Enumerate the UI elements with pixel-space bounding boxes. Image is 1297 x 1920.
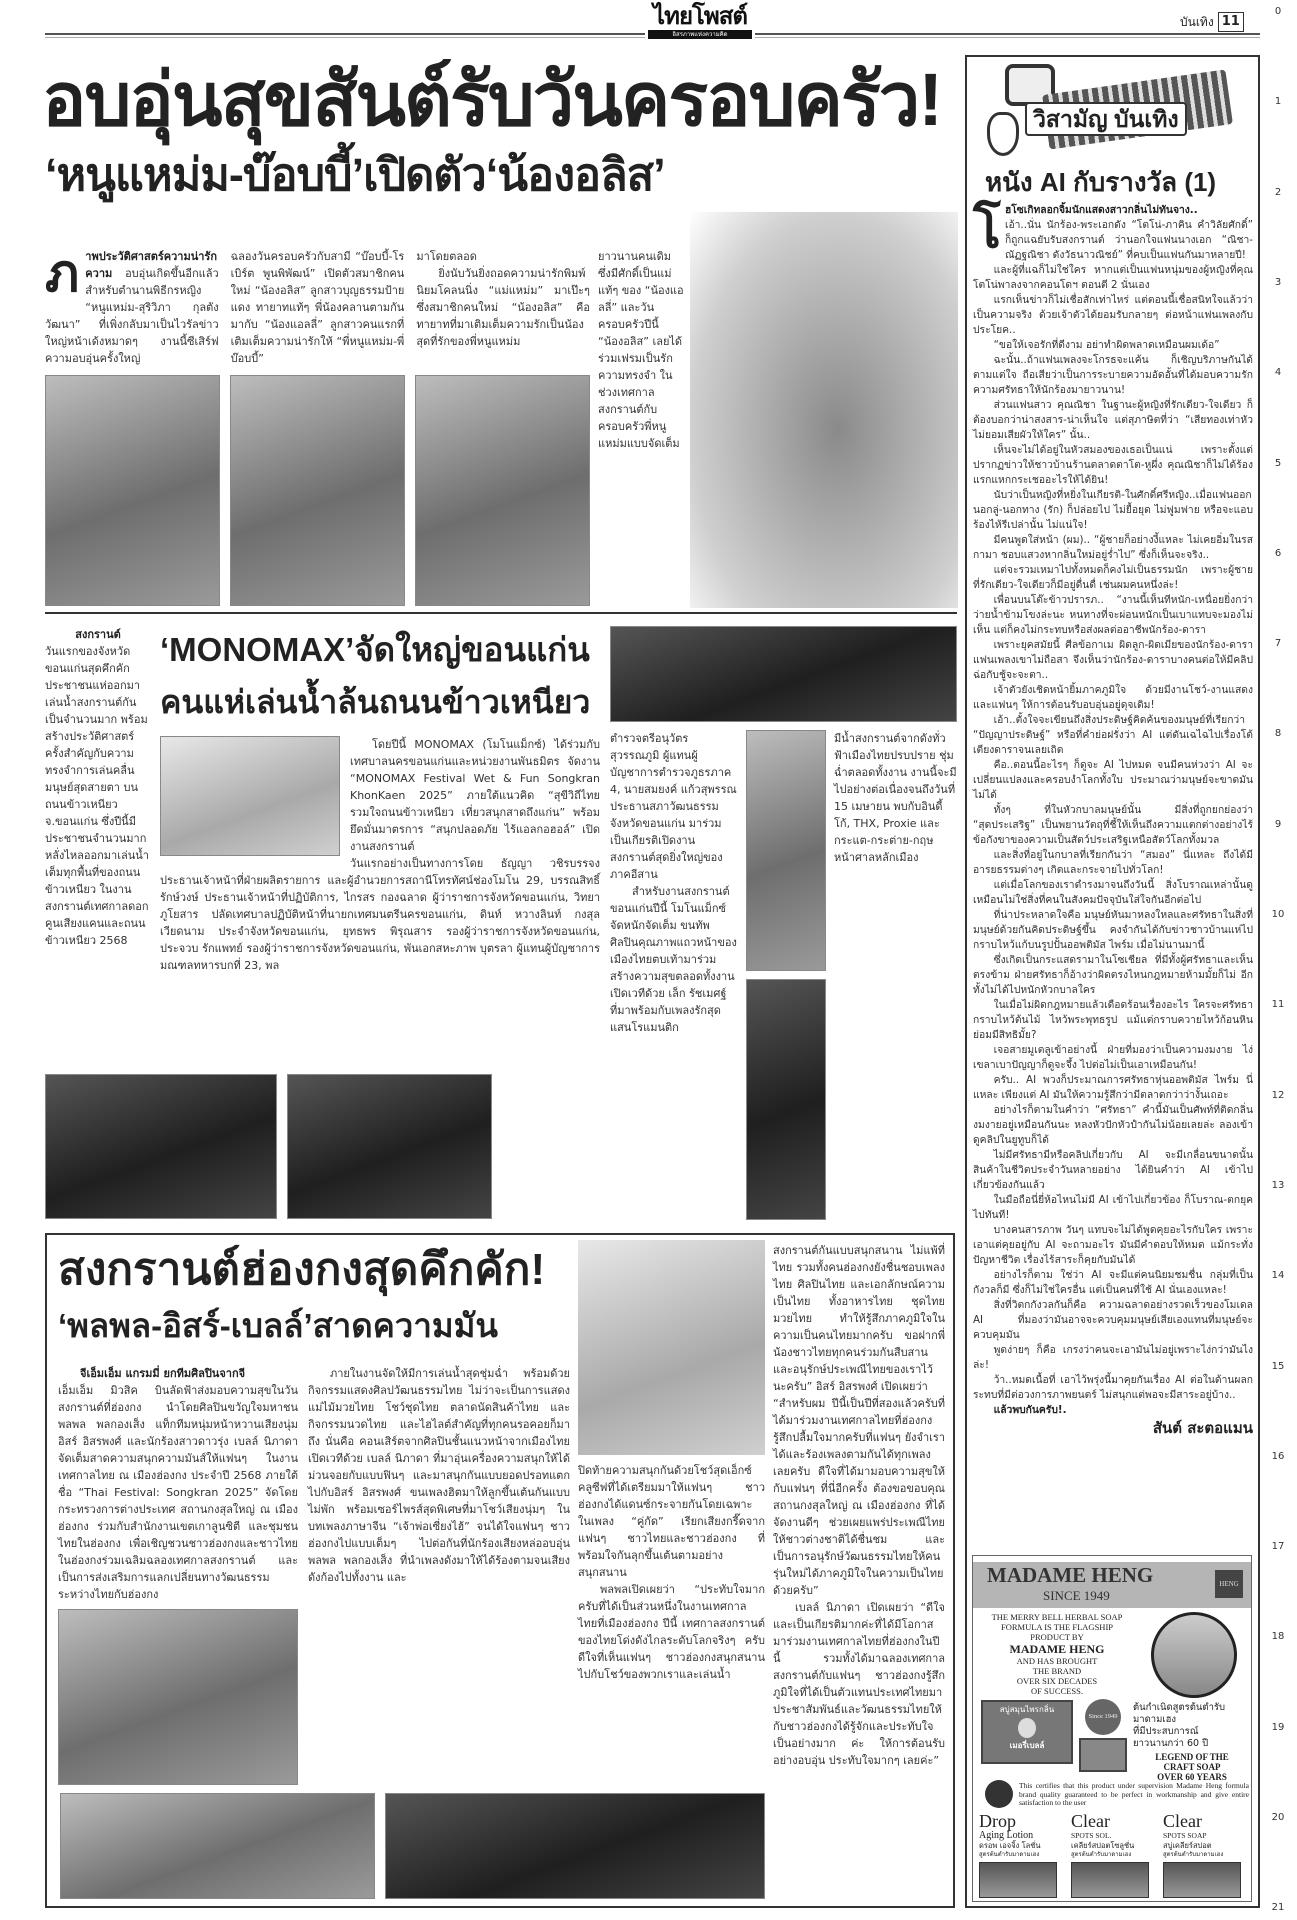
family-paragraph: ยิ่งนับวันยิ่งถอดความน่ารักพิมพ์นิยมโคลนนิ่ง “แม่แหม่ม” มาเป๊ะๆ ซึ่งสมาชิกคนใหม่ “น้องอลิส” คือทายาทที่มาเติมเต็มความรักเป็นน้องสุดที่รักของพี่หนูแหม่ม [416, 267, 590, 348]
ruler-mark: 5 [1274, 457, 1282, 469]
family-photo-2 [230, 375, 405, 606]
column-paragraph: ในมือถือนี่ยี่ห้อไหนไม่มี AI เข้าไปเกี่ยวข้อง ก็โบราณ-ตกยุคไปทันที! [973, 1194, 1253, 1221]
ruler-mark: 12 [1271, 1089, 1285, 1101]
ruler-mark: 0 [1274, 6, 1282, 17]
ad-text-line: ที่มีประสบการณ์ [1133, 1726, 1199, 1737]
column-title: หนัง AI กับรางวัล (1) [985, 167, 1217, 197]
ad-text-line: THE MERRY BELL HERBAL SOAP [991, 1612, 1123, 1622]
ad-text-line: CRAFT SOAP [1163, 1762, 1221, 1772]
ad-intro-brand: MADAME HENG [1009, 1642, 1105, 1656]
column-banner [985, 62, 1240, 162]
ruler-mark: 19 [1271, 1721, 1285, 1733]
ad-text-line: AND HAS BROUGHT [1016, 1656, 1098, 1666]
ad-since: SINCE 1949 [1043, 1588, 1110, 1603]
product-package [1163, 1862, 1241, 1898]
ruler-mark: 1 [1274, 96, 1282, 108]
songkran-col3: ปิดท้ายความสนุกกันด้วยโชว์สุดเอ็กซ์คลูซีฟที่ได้เตรียมมาให้แฟนๆ ชาวฮ่องกงได้แดนซ์กระจายกันโดยเฉพาะ ในเพลง “คู่กัด” เรียกเสียงกรี๊ดจากแฟนๆ ชาวไทยและชาวฮ่องกง ที่พร้อมใจกันลุกขึ้นเต้นตามอย่างสนุกสนาน พลพลเปิดเผยว่า “ประทับใจมากครับที่ได้เป็นส่วนหนึ่งในงานเทศกาลไทยที่เมืองฮ่องกง ปีนี้ เทศกาลสงกรานต์ของไทยโด่งดังไกลระดับโลกจริงๆ ครับ ดีใจที่เห็นแฟนๆ ชาวฮ่องกงสนุกสนานไปกับโชว์ของพวกเราและเล่นน้ำ [578, 1464, 765, 1681]
column-paragraph: ทั้งๆ ที่ในหัวกบาลมนุษย์นั้น มีสิ่งที่ถูกยกย่องว่า “สุดประเสริฐ” เป็นพยานวัตถุที่ชี้ให้เห็นถึงความแตกต่างอย่างไร้ข้อกังขาของความเป็นสัตว์ประเสริฐเหนือสัตว์โลกทั้งมวล [973, 804, 1253, 846]
product-sub: SPOTS SOL. [1071, 1831, 1112, 1840]
column-paragraph: มีคนพูดใส่หน้า (ผม).. “ผู้ชายก็อย่างงี้แหละ ไม่เคยอิ่มในรสกามา ชอบแสวงหากลิ่นใหม่อยู่ร่ำไป” ซึ่งก็เห็นจะจริง.. [973, 534, 1253, 561]
dropcap: ภ [45, 245, 80, 303]
product-thai: ดรอพ เอจจิ้ง โลชั่น [979, 1841, 1041, 1850]
ad-text-line: ต้นกำเนิดสูตรต้นตำรับ [1133, 1702, 1226, 1713]
family-story-body [45, 245, 590, 606]
family-main-photo [690, 212, 958, 608]
column-paragraph: ครับ.. AI พวงก็ประมาณการศรัทธาหุ่นออพติมัส ไพร์ม นี่แหละ เพียงแต่ AI มันให้ความรู้สึกว่ามีตลาดกว่าว่างั้นเถอะ [973, 1074, 1253, 1101]
family-lead: าพประวัติศาสตร์ความน่ารักความ [85, 250, 217, 280]
logo-tagline: อิสรภาพแห่งความคิด [648, 30, 752, 39]
author-name: สันต์ สะตอแมน [1152, 1419, 1253, 1437]
songkran-lead: จีเอ็มเอ็ม แกรมมี่ ยกทีมศิลปินจากจี [80, 1367, 246, 1380]
family-subheadline: ‘หนูแหม่ม-บ๊อบบี้’เปิดตัว‘น้องอลิส’ [45, 149, 665, 200]
monomax-col-right: ตำรวจตรีอนุวัตร สุวรรณภูมิ ผู้แทนผู้บัญชาการตำรวจภูธรภาค 4, นายสมยงค์ แก้วสุพรรณ ประธานสภาวัฒนธรรมจังหวัดขอนแก่น มาร่วมเป็นเกียรติเปิดงานสงกรานต์สุดยิ่งใหญ่ของภาคอีสาน สำหรับงานสงกรานต์ขอนแก่นปีนี้ โมโนแม็กซ์จัดหนักจัดเต็ม ขนทัพศิลปินคุณภาพแถวหน้าของเมืองไทยตบเท้ามาร่วมสร้างความสุขตลอดทั้งงาน เปิดเวทีด้วย เล็ก รัชเมศฐ์ ที่มาพร้อมกับเพลงรักสุดแสนโรแมนติก [610, 732, 737, 1034]
ruler-mark: 7 [1274, 638, 1282, 650]
column-paragraph: บางคนสารภาพ วันๆ แทบจะไม่ได้พูดคุยอะไรกับใคร เพราะเอาแต่คุยอยู่กับ AI จะถามอะไร มันมีคำตอบให้หมด แม้กระทั่งปัญหาชีวิต เรื่องไร้สาระก็คุยกับมันได้ [973, 1224, 1253, 1266]
product-package [1071, 1862, 1149, 1898]
ad-text-line: THE BRAND [1032, 1666, 1082, 1676]
ruler-mark: 21 [1271, 1902, 1285, 1914]
family-col4: ยาวนานคนเดิม ซึ่งมีศักดิ์เป็นแม่แท้ๆ ของ “น้องแอลลี่” และวันครอบครัวปีนี้ “น้องอลิส” เลยได้ร่วมเฟรมเป็นรักความทรงจำ ในช่วงเทศกาลสงกรานต์กับครอบครัวพี่หนูแหม่มแบบจัดเต็ม [598, 250, 684, 450]
family-paragraph: ฉลองวันครอบครัวกับสามี “บ๊อบบี้-โรเบิร์ต พูนพิพัฒน์” เปิดตัวสมาชิกคนใหม่ “น้องอลิส” ลูกสาวบุญธรรมป้ายแดง ทายาทแท้ๆ พี่น้องคลานตามกันมากับ “น้องแอลลี่” ลูกสาวคนแรกที่เติมเต็มความน่ารักให้ “พี่หนูแหม่ม-พี่บ๊อบบี้” [230, 250, 405, 365]
product-thai-sub: สูตรต้นตำรับมาดามเฮง [1163, 1851, 1224, 1858]
soap-box-label: เมอรี่เบลล์ [1009, 1741, 1045, 1750]
masthead-rule-left [45, 33, 645, 38]
ruler-mark: 2 [1274, 186, 1282, 198]
column-paragraph: เจ้าตัวยังเชิดหน้ายิ้มภาคภูมิใจ ด้วยมีงานโชว์-งานแสดงและแฟนๆ ให้การต้อนรับอบอุ่นอยู่ดุจเดิม! [973, 684, 1253, 711]
brand-logo: HENG [1215, 1570, 1243, 1598]
songkran-subheadline: ‘พลพล-อิสร์-เบลล์’สาดความมัน [58, 1307, 498, 1344]
product-thai: สบู่เคลียร์สปอต [1163, 1841, 1212, 1850]
column-body [973, 203, 1253, 1547]
column-paragraph: ฉะนั้น..ถ้าแฟนเพลงจะโกรธจะแค้น ก็เชิญบริภาษกันได้ตามแต่ใจ ถือเสียว่าเป็นการระบายความอัดอั้นที่ได้มอบความรักความศรัทธาให้นักร้องมายาวนาน! [973, 354, 1253, 396]
ruler-mark: 11 [1271, 999, 1285, 1011]
singer-photo [746, 979, 826, 1220]
ad-text-line: OF SUCCESS. [1031, 1686, 1083, 1696]
ad-legend [1133, 1752, 1251, 1782]
family-photo-1 [45, 375, 220, 606]
songkran-headline: สงกรานต์ฮ่องกงสุดคึกคัก! [58, 1245, 546, 1294]
column-paragraph: พูดง่ายๆ ก็คือ เกรงว่าคนจะเอามันไม่อยู่เพราะไง่กว่ามันไงล่ะ! [973, 1344, 1253, 1371]
product-thai-sub: สูตรต้นตำรับมาดามเฮง [979, 1851, 1040, 1858]
ad-text-line: LEGEND OF THE [1155, 1752, 1229, 1762]
side-title: สงกรานต์ [75, 628, 121, 641]
column-paragraph: ในเมื่อไม่ผิดกฎหมายแล้วเดือดร้อนเรื่องอะไร ใครจะศรัทธากราบไหว้ต้นไม้ ไหว้พระพุทธรูป แม้แต่กราบควายไหว้ก้อนหิน ย่อมมีสิทธิมั้ย? [973, 999, 1253, 1041]
column-paragraph: แต่จะรวมเหมาไปทั้งหมดก็คงไม่เป็นธรรมนัก เพราะผู้ชายที่รักเดียว-ใจเดียวก็มีอยู่ดื่นดื่ เช่นผมคนหนึ่งล่ะ! [973, 564, 1253, 591]
ad-thai_lines [1133, 1702, 1251, 1750]
column-paragraph: แต่เมื่อโลกของเราดำรงมาจนถึงวันนี้ สิ่งโบราณเหล่านั้นดูเหมือนไม่ใช่สิ่งที่คนในสังคมปัจจุบันใส่ใจกันอีกต่อไป [973, 879, 1253, 906]
ruler-mark: 10 [1271, 909, 1285, 920]
songkran-col2: ภายในงานจัดให้มีการเล่นน้ำสุดชุ่มฉ่ำ พร้อมด้วยกิจกรรมแสดงศิลปวัฒนธรรมไทย ไม่ว่าจะเป็นการแสดงแม่ไม้มวยไทย โชว์ชุดไทย ตลาดนัดสินค้าไทย และกิจกรรมนวดไทย และไฮไลต์สำคัญที่ทุกคนรอคอยก็มาถึง นั่นคือ คอนเสิร์ตจากศิลปินชั้นแนวหน้าจากเมืองไทย เปิดเวทีด้วย เบลล์ นิภาดา ที่มาอุ่นเครื่องความสนุกให้ได้ม่วนจอยกับแบบฟินๆ และมาสนุกกันแบบยอดปรอทแตกไปกับอิสร์ อิสรพงศ์ ขนเพลงฮิตมาให้ลูกขึ้นเต้นกันแบบไม่พัก พร้อมเซอร์ไพรส์สุดพิเศษที่มาโชว์เสียงนุ่มๆ ในบทเพลงภาษาจีน “เจ้าพ่อเซี่ยงไฮ้” จนได้ใจแฟนๆ ชาวฮ่องกงไปแบบเต็มๆ ไปต่อกันที่นักร้องเสียงหล่ออบอุ่น พลพล พลกองเส็ง ที่นำเพลงดังมาให้ได้ร้องตามจนเสียงดังก้องไปทั้งงาน และ [308, 1367, 570, 1584]
ad-text-line: FORMULA IS THE FLAGSHIP [1000, 1622, 1113, 1632]
ruler-mark: 6 [1274, 547, 1282, 559]
column-paragraph: นับว่าเป็นหญิงที่หยิ่งในเกียรติ-ในศักดิ์ศรีหญิง..เมื่อแฟนออกนอกลู่-นอกทาง (รัก) ก็ปล่อยไป ไม่ยื้อยุด ไม่ฟูมฟาย หรือจะแอบร้องไห้รีเปล่านั้น ไม่แน่ใจ! [973, 489, 1253, 531]
songkran-col4: สงกรานต์กันแบบสนุกสนาน ไม่แพ้ที่ไทย รวมทั้งคนฮ่องกงยังชื่นชอบเพลงไทย ศิลปินไทย และเอกลักษณ์ความเป็นไทย ทั้งอาหารไทย ชุดไทย มวยไทย ทำให้รู้สึกภาคภูมิใจในความเป็นคนไทยมากครับ ขอฝากพี่น้องชาวไทยทุกคนร่วมกันสืบสานและอนุรักษ์ประเพณีไทยของเราไว้นะครับ” อิสร์ อิสรพงศ์ เปิดเผยว่า “สำหรับผม ปีนี้เป็นปีที่สองแล้วครับที่ได้มาร่วมงานเทศกาลไทยที่ฮ่องกง รู้สึกปลื้มใจมากครับที่แฟนๆ ยังจำเราได้และร้องเพลงตามกันได้ทุกเพลงเลยครับ ดีใจที่ได้มามอบความสุขให้กับแฟนๆ ที่นี่อีกครั้ง ต้องขอขอบคุณสถานกงสุลใหญ่ ณ เมืองฮ่องกง ที่ได้จัดงานดีๆ ช่วยเผยแพร่ประเพณีไทยให้ชาวต่างชาติได้ชื่นชม และเป็นการอนุรักษ์วัฒนธรรมไทยให้คนรุ่นใหม่ได้ภาคภูมิใจในความเป็นไทยด้วยครับ” เบลล์ นิภาดา เปิดเผยว่า “ดีใจและเป็นเกียรติมากค่ะที่ได้มีโอกาสมาร่วมงานเทศกาลไทยที่ฮ่องกงในปีนี้ รวมทั้งได้มาฉลองเทศกาลสงกรานต์กับแฟนๆ ชาวฮ่องกงรู้สึกภูมิใจที่ได้เป็นตัวแทนประเทศไทยมาประชาสัมพันธ์และวัฒนธรรมไทยให้กับชาวฮ่องกงได้รู้จักและประทับใจเป็นอย่างมาก ค่ะ ให้การต้อนรับอย่างอบอุ่น ประทับใจมากๆ เลยค่ะ” [773, 1244, 945, 1767]
stage-performance-photo-2 [287, 1074, 492, 1219]
family-photo-3 [415, 375, 590, 606]
ad-text-line: PRODUCT BY [1030, 1632, 1084, 1642]
section-divider [45, 612, 957, 614]
ad-brand: MADAME HENG [987, 1563, 1154, 1587]
madame-heng-ad [972, 1555, 1252, 1902]
column-paragraph: “ขอให้เจอรักที่ดีงาม อย่าทำผิดพลาดเหมือนผมเด้อ” [993, 339, 1220, 351]
column-paragraph: เพื่อนบนโต๊ะข้าวปรารภ.. “งานนี้เห็นทีหนัก-เหนื่อยยิ่งกว่าว่ายน้ำข้ามโขงล่ะนะ หนทางที่จะผ่อนหนักเป็นเบาแทบจะมองไม่เห็น แต่ก็คงไม่กระทบหรือส่งผลต่ออาชีพนักร้อง-ดารา [973, 594, 1253, 636]
monomax-headline-2: คนแห่เล่นน้ำล้นถนนข้าวเหนียว [160, 684, 591, 720]
column-paragraph: เห็นจะไม่ได้อยู่ในหัวสมองของเธอเป็นแน่ เพราะตั้งแต่ปรากฏข่าวให้ชาวบ้านร้านตลาดตาโต-หูผึ่ง คุณณิชาก็ไม่ได้ร้องแรกแหกกระเชออะไรให้ได้ยิน! [973, 444, 1253, 486]
ruler-mark: 15 [1271, 1360, 1285, 1372]
column-signoff: แล้วพบกันครับ!. [993, 1404, 1067, 1416]
crowd-photo [610, 626, 957, 722]
ad-text-line: มาดามเฮง [1133, 1714, 1177, 1725]
product-package [979, 1862, 1057, 1898]
ad-text-line: OVER 60 YEARS [1157, 1772, 1227, 1782]
monomax-main-text: โดยปีนี้ MONOMAX (โมโนแม็กซ์) ได้ร่วมกับ เทศบาลนครขอนแก่นและหน่วยงานพันธมิตร จัดงาน “MONOMAX Festival Wet & Fun Songkran KhonKaen 2025” ภายใต้แนวคิด “สุขีวิถีไทย รวมใจถนนข้าวเหนียว เที่ยวสนุกสาดถึงแก่น” พร้อมยึดมั่นมาตรการ “สนุกปลอดภัย ไร้แอลกอฮอล์” เปิดงานสงกรานต์ วันแรกอย่างเป็นทางการโดย ธัญญา วชิรบรรจง ประธานเจ้าหน้าที่ฝ่ายผลิตรายการ และผู้อำนวยการสถานีโทรทัศน์ช่องโมโน 29, บรรณสิทธิ์ รักษ์วงษ์ ประธานเจ้าหน้าที่ปฏิบัติการ, ไกรสร กองฉลาด ผู้ว่าราชการจังหวัดขอนแก่น, วิทยา ภูโยสาร ปลัดเทศบาลปฏิบัติหน้าที่นายกเทศมนตรีนครขอนแก่น, ดินท์ หวางลินท์ กงสุลเวียดนาม ประจำจังหวัดขอนแก่น, ยุทธพร พิรุณสาร รองผู้ว่าราชการจังหวัดขอนแก่น, ประจวบ รักแพทย์ รองผู้ว่าราชการจังหวัดขอนแก่น, พันเอกสหะภาพ บุตรลา ผู้แทนผู้บัญชาการมณฑลทหารบกที่ 23, พล [160, 738, 600, 972]
column-paragraph: ไม่มีศรัทธามีหรือคลิปเกี่ยวกับ AI จะมีเกลื่อนขนาดนั้น สินค้าในชีวิตประจำวันหลายอย่าง ได้ยินคำว่า AI เข้าไปเกี่ยวข้องกันแล้ว [973, 1149, 1253, 1191]
ruler-mark: 18 [1271, 1631, 1285, 1643]
ad-text-line: OVER SIX DECADES [1016, 1676, 1098, 1686]
product-thai-sub: สูตรต้นตำรับมาดามเฮง [1071, 1851, 1132, 1858]
logo-text: ไทยโพสต์ [653, 3, 747, 30]
column-paragraph: คือ..ตอนนี้อะไรๆ ก็ดูจะ AI ไปหมด จนมีคนห่วงว่า AI จะเปลี่ยนแปลงและครอบงำโลกทั้งใบ ประมาณว่ามนุษย์จะขาดมันไม่ได้ [973, 759, 1253, 801]
ad-product [1163, 1812, 1249, 1898]
fans-photo [58, 1609, 298, 1785]
guitarist-photo [746, 730, 826, 971]
monomax-side-text: สงกรานต์ วันแรกของจังหวัดขอนแก่นสุดคึกคัก ประชาชนแห่ออกมาเล่นน้ำสงกรานต์กันเป็นจำนวนมาก พร้อมสร้างประวัติศาสตร์ครั้งสำคัญกับความทรงจำการเล่นคลื่นมนุษย์สุดสายตา บนถนนข้าวเหนียว จ.ขอนแก่น ซึ่งปีนี้มีประชาชนจำนวนมากหลั่งไหลออกมาเล่นน้ำเต็มทุกพื้นที่ของถนนข้าวเหนียว ในงานสงกรานต์เทศกาลดอกคูนเสียงแคนและถนนข้าวเหนียว 2568 [45, 626, 151, 1063]
page-number: 11 [1218, 12, 1244, 32]
column-paragraph: และสิ่งที่อยู่ในกบาลที่เรียกกันว่า “สมอง” นี่แหละ ถึงได้มีอารยธรรมต่างๆ เกิดและกระจายไปทั่วโลก! [973, 849, 1253, 876]
ruler-mark: 8 [1274, 728, 1282, 740]
column-banner-text: วิสามัญ บันเทิง [1025, 102, 1187, 136]
product-name: Drop [979, 1811, 1016, 1831]
column-paragraph: เพราะยุคสมัยนี้ ศีลข้อกาเม ผิดลูก-ผิดเมียของนักร้อง-ดารา แฟนเพลงเขาไม่ถือสา จึงเห็นว่านักร้อง-ดาราบางคนต่อให้มีคลิปฉ่อกับชู้จะจะตา.. [973, 639, 1253, 681]
column-paragraph: อย่างไรก็ตามในคำว่า “ศรัทธา” คำนี้มันเป็นศัพท์ที่ติดกลิ่นงมงายอยู่เหมือนกันนะ หลงหัวปักหัวปำกันไม่น้อยเลยล่ะ ลองเข้าดูคลิปในยูทูบก็ได้ [973, 1104, 1253, 1146]
monomax-headline-1: ‘MONOMAX’จัดใหญ่ขอนแก่น [160, 631, 590, 668]
ad-intro [977, 1612, 1137, 1642]
ruler-mark: 9 [1274, 818, 1282, 830]
column-paragraph: และผู้ที่แฉก็ไม่ใช่ใคร หากแต่เป็นแฟนหนุ่มของผู้หญิงที่คุณโตโน่พาลงจากคอนโดฯ ตอนตี 2 นั่นเอง [973, 264, 1253, 291]
family-text-columns [45, 245, 590, 367]
column-paragraph: อย่างไรก็ตาม ใช่ว่า AI จะมีแต่คนนิยมชมชื่น กลุ่มที่เป็นกังวลก็มี ซึ่งก็ไม่ใช่ใครอื่น แต่เป็นคนที่ใช้ AI นั่นเองแหละ! [973, 1269, 1253, 1296]
section-label: บันเทิง [1180, 14, 1214, 29]
stage-performance-photo-1 [45, 1074, 277, 1219]
family-headline: อบอุ่นสุขสันต์รับวันครอบครัว! [42, 58, 941, 141]
ad-product [979, 1812, 1065, 1898]
monomax-photo-stack [746, 730, 826, 1220]
shop-photo [1151, 1612, 1237, 1698]
concert-crowd-photo [385, 1793, 765, 1899]
newspaper-logo [648, 4, 752, 39]
ad-product [1071, 1812, 1157, 1898]
column-paragraph: ว้า..หมดเนื้อที่ เอาไว้พรุ่งนี้มาคุยกันเรื่อง AI ต่อในด้านผลกระทบที่มีต่อวงการภาพยนตร์ ไม่สนุกแต่พอจะมีสาระอยู่บ้าง.. [973, 1374, 1253, 1401]
songkran-col1: จีเอ็มเอ็ม แกรมมี่ ยกทีมศิลปินจากจี เอ็มเอ็ม มิวสิค บินลัดฟ้าส่งมอบความสุขในวันสงกรานต์ที่ฮ่องกง นำโดยศิลปินขวัญใจมหาชน พลพล พลกองเส็ง แท็กทีมหนุ่มหน้าหวานเสียงนุ่ม อิสร์ อิสรพงศ์ และนักร้องสาวดาวรุ่ง เบลล์ นิภาดา จัดเต็มสาดความสนุกความมันส์ให้แฟนๆ ในงานเทศกาลไทย ณ เมืองฮ่องกง ประจำปี 2568 ภายใต้ชื่อ “Thai Festival: Songkran 2025” จัดโดยกระทรวงการต่างประเทศ สถานกงสุลใหญ่ ณ เมืองฮ่องกง ร่วมกับสำนักงานเขตเกาลูนซิตี และชุมชนไทยในฮ่องกง เพื่อเชิญชวนชาวฮ่องกงและชาวไทยในฮ่องกงร่วมเฉลิมฉลองเทศกาลสงกรานต์ และเป็นการส่งเสริมการแลกเปลี่ยนทางวัฒนธรรมระหว่างไทยกับฮ่องกง [58, 1365, 298, 1785]
column-paragraph: เจอสายมูเตลูเข้าอย่างนี้ ฝ่ายที่มองว่าเป็นความงมงาย ไง่เขลาเบาปัญญาก็ดูจะจึ้ง ไปต่อไม่เป็นเอาเหมือนกัน! [973, 1044, 1253, 1071]
product-name: Clear [1163, 1811, 1202, 1831]
ruler-mark: 4 [1274, 367, 1282, 379]
soap-portrait [1018, 1718, 1036, 1738]
group-award-photo [60, 1793, 375, 1899]
monomax-stage-photo [160, 736, 340, 856]
ad-intro2 [977, 1656, 1137, 1696]
artists-trio-photo [578, 1240, 765, 1455]
certification-badge [985, 1780, 1013, 1808]
monomax-col-far: มีน้ำสงกรานต์จากดังทั่วฟ้าเมืองไทยปรบปราย ชุ่มฉ่ำตลอดทั้งงาน งานนี้จะมีไปอย่างต่อเนื่องจนถึงวันที่ 15 เมษายน พบกับอินดี้โก้, THX, Proxie และกระแต-กระต่าย-กฤษ หน้าศาลหลักเมือง [834, 732, 957, 864]
product-sub: SPOTS SOAP [1163, 1831, 1207, 1840]
ruler-mark: 16 [1271, 1450, 1285, 1462]
column-paragraph: ซึ่งเกิดเป็นกระแสดรามาในโซเชียล ที่มีทั้งผู้ศรัทธาและเห็นตรงข้าม ฝ่ายศรัทธาก็อ้างว่าผิดตรงไหนกฎหมายห้ามมั้ยก็ไม่ อีกทั้งไม่ได้ไปหนักหัวกบาลใคร [973, 954, 1253, 996]
family-paragraph: มาโดยตลอด [416, 250, 477, 263]
column-paragraphs [973, 218, 1253, 1403]
column-paragraph: ที่น่าประหลาดใจคือ มนุษย์หันมาหลงใหลและศรัทธาในสิ่งที่มนุษย์ด้วยกันคิดประดิษฐ์ขึ้น คงจำกันได้กับข่าวชาวบ้านแห่ไปกราบไหว้แก้บนรูปปั้นออพติมัส ไพร์ม เมื่อไม่นานมานี้ [973, 909, 1253, 951]
column-paragraph: สิ่งที่วิตกกังวลกันก็คือ ความฉลาดอย่างรวดเร็วของโมเดล AI ที่มองว่ามันอาจจะควบคุมมนุษย์เสียเองแทนที่มนุษย์จะควบคุมมัน [973, 1299, 1253, 1341]
since-seal: Since 1949 [1085, 1699, 1121, 1735]
soap-box-top: สบู่สมุนไพรกลิ่น [999, 1705, 1055, 1714]
ruler-mark: 20 [1271, 1812, 1285, 1823]
column-paragraph: เอ้า..ตั้งใจจะเขียนถึงสิ่งประดิษฐ์คิดค้นของมนุษย์ที่เรียกว่า “ปัญญาประดิษฐ์” หรือที่คำย่อฝรั่งว่า AI แต่ดันเฉไฉไปเรื่องโต้เตียงดาราจนเลยเถิด [973, 714, 1253, 756]
family-photo-row [45, 375, 590, 606]
family-col1: อบอุ่นเกิดขึ้นอีกแล้ว สำหรับตำนานพิธีกรหญิง “หนูแหม่ม-สุริวิภา กุลตังวัฒนา” ที่เพิ่งกลับมาเป็นไวรัลข่าวใหญ่หน้าเด้งหมาดๆ งานนี้ซีเสิร์ฟความอบอุ่นครั้งใหญ่ [45, 267, 219, 365]
product-sub: Aging Lotion [979, 1830, 1034, 1841]
ad-text-line: ยาวนานกว่า 60 ปี [1133, 1738, 1209, 1749]
product-thai: เคลียร์สปอตโซลูชั่น [1071, 1841, 1135, 1850]
product-name: Clear [1071, 1811, 1110, 1831]
column-paragraph: ส่วนแฟนสาว คุณณิชา ในฐานะผู้หญิงที่รักเดียว-ใจเดียว ก็ต้องบอกว่าน่าสงสาร-น่าเห็นใจ แต่สุภาษิตที่ว่า “เสียทองเท่าหัว ไม่ยอมเสียผัวให้ใคร” นั้น.. [973, 399, 1253, 441]
column-dropcap: โ [973, 201, 1001, 259]
ruler-mark: 3 [1274, 276, 1282, 288]
masthead-rule-right [755, 33, 1260, 38]
drama-masks-icon [987, 112, 1019, 156]
masthead [0, 0, 1260, 50]
ruler-mark: 17 [1271, 1541, 1285, 1553]
column-paragraph: แรกเห็นข่าวก็ไม่เชื่อสักเท่าไหร่ แต่ตอนนี้เชื่อสนิทใจแล้วว่าเป็นความจริง ด้วยเจ้าตัวได้ยอมรับกลายๆ ต่อหน้าแฟนเพลงกับประโยค.. [973, 294, 1253, 336]
ruler-mark: 14 [1271, 1270, 1285, 1282]
soap-box-large [981, 1700, 1073, 1764]
soap-box-small [1079, 1738, 1127, 1772]
column-kicker: ฮโซเกิทลอกจิ้มนักแสดงสาวกลิ่นไม่ทันจาง.. [1004, 204, 1198, 216]
ad-certify: This certifies that this product under supervision Madame Heng formula brand quality guaranteed to be perfect in workmanship and give entire satisfaction to the user [1019, 1781, 1249, 1807]
ruler-mark: 13 [1271, 1179, 1285, 1191]
column-paragraph: เอ้า..นั่น นักร้อง-พระเอกดัง “โตโน่-ภาคิน คำวิลัยศักดิ์” ก็ถูกแฉยับรับสงกรานต์ ว่านอกใจแฟนนางเอก “ณิชา-ณัฏฐณิชา ดังวัธนาวณิชย์” ที่คบเป็นแฟนกันมาหลายปี! [1004, 219, 1253, 261]
